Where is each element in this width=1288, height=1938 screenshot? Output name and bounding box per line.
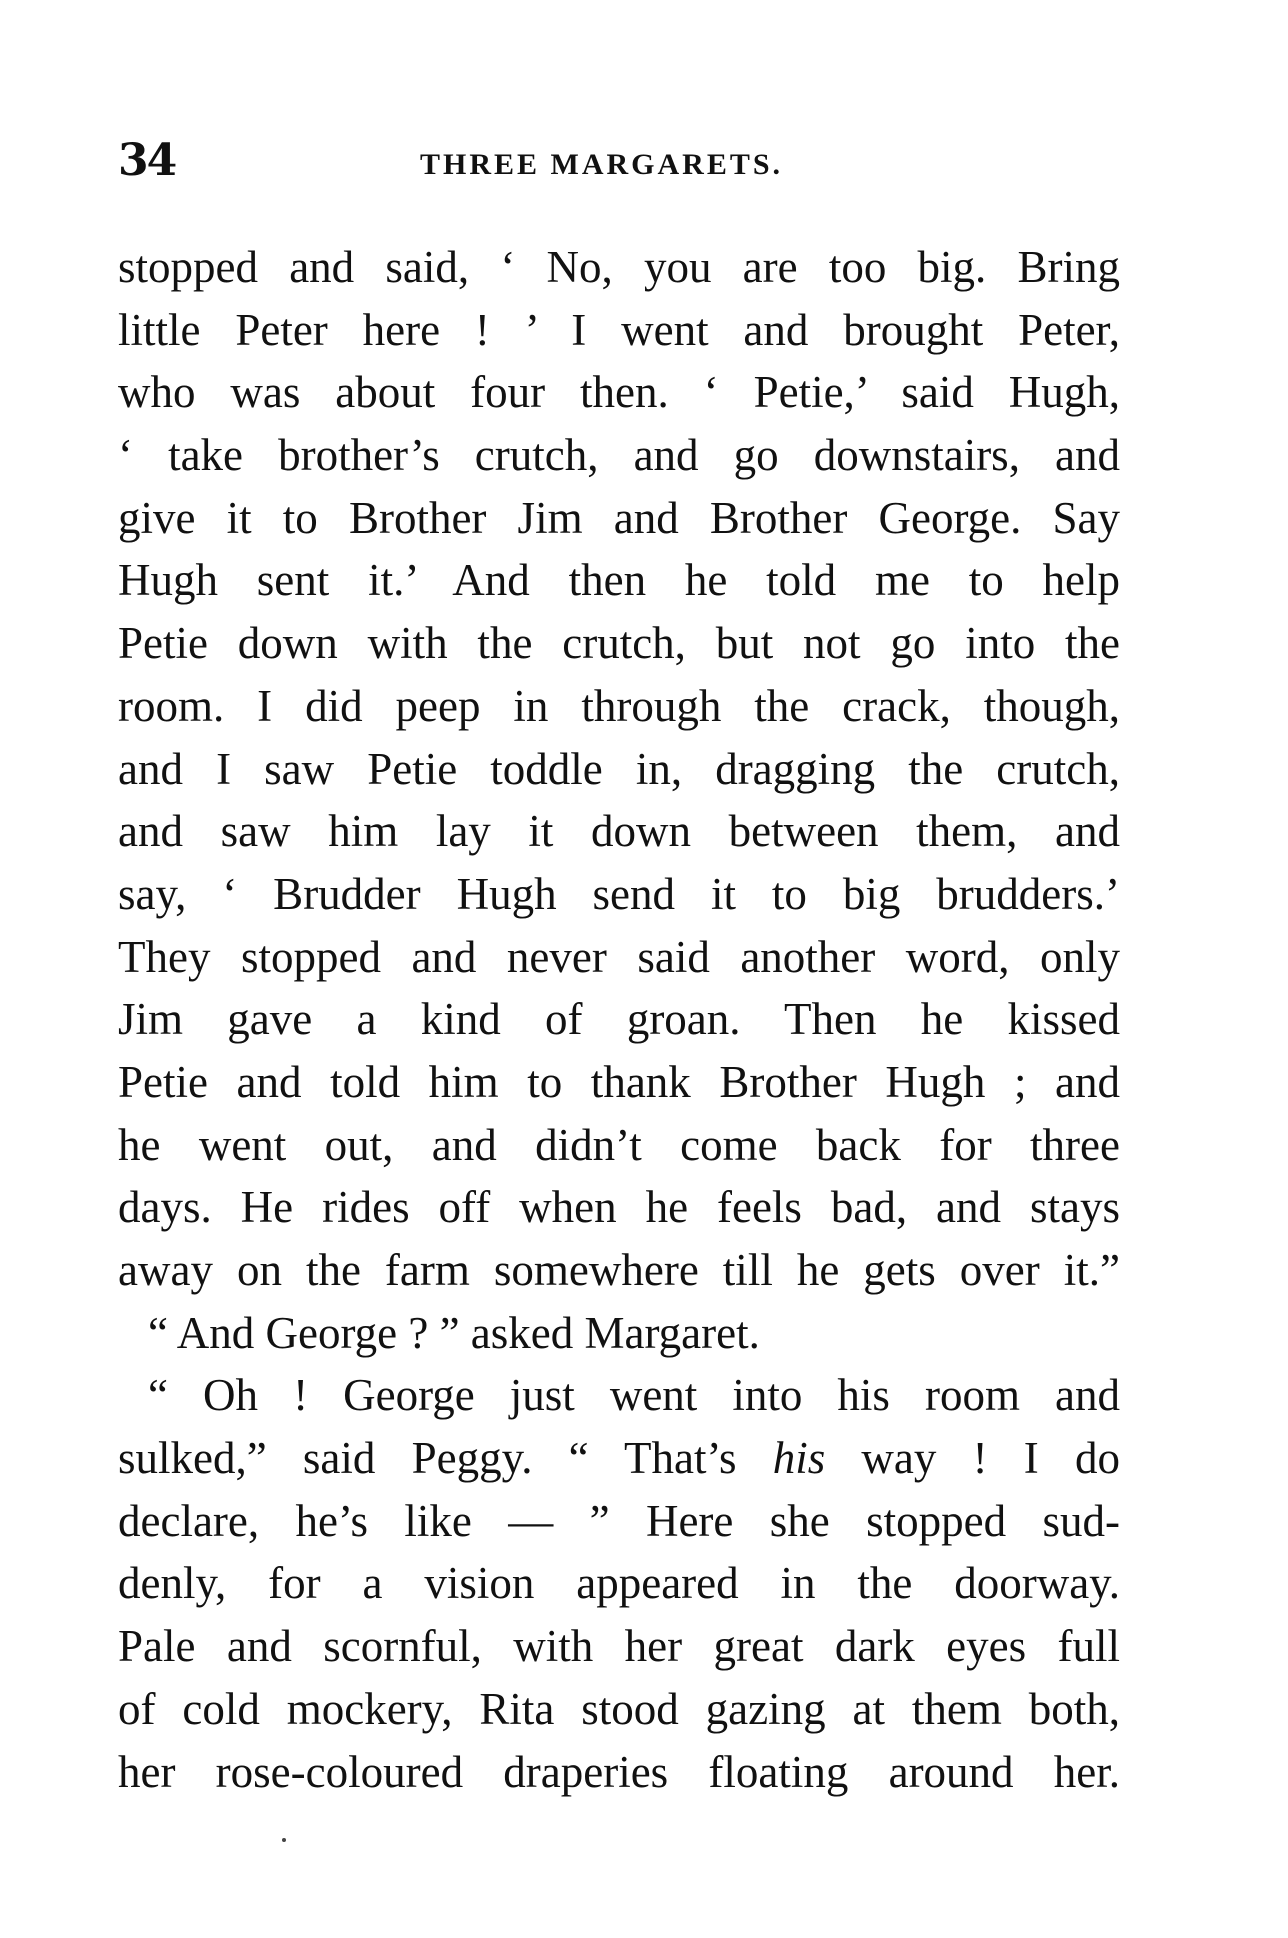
running-head: THREE MARGARETS. <box>420 148 784 181</box>
body-text <box>118 236 1120 1803</box>
text-line: stopped and said, ‘ No, you are too big. Bring <box>118 242 1120 292</box>
text-span: sulked,” said Peggy. “ That’s <box>118 1433 773 1484</box>
text-line: Jim gave a kind of groan. Then he kissed <box>118 994 1120 1045</box>
page-number: 34 <box>118 135 176 186</box>
text-span: way ! I do <box>825 1433 1120 1484</box>
text-line: and saw him lay it down between them, and <box>118 806 1120 857</box>
text-line: Pale and scornful, with her great dark eyes full <box>118 1621 1120 1672</box>
text-line: denly, for a vision appeared in the doorway. <box>118 1558 1120 1609</box>
text-line: Petie and told him to thank Brother Hugh ; and <box>118 1056 1120 1107</box>
text-line <box>118 1427 1120 1490</box>
text-line: Petie down with the crutch, but not go into the <box>118 618 1120 669</box>
text-line: who was about four then. ‘ Petie,’ said Hugh, <box>118 367 1120 418</box>
text-line: room. I did peep in through the crack, though, <box>118 680 1120 731</box>
text-line: declare, he’s like — ” Here she stopped sud- <box>118 1495 1120 1546</box>
text-line: Hugh sent it.’ And then he told me to help <box>118 555 1120 606</box>
ink-speck <box>282 1838 286 1842</box>
text-line: “ Oh ! George just went into his room and <box>148 1370 1120 1421</box>
text-line: “ And George ? ” asked Margaret. <box>148 1307 760 1358</box>
text-line: and I saw Petie toddle in, dragging the crutch, <box>118 743 1120 794</box>
text-line: he went out, and didn’t come back for three <box>118 1119 1120 1170</box>
text-line: days. He rides off when he feels bad, and stays <box>118 1182 1120 1233</box>
text-line: away on the farm somewhere till he gets over it.” <box>118 1245 1120 1295</box>
text-line: ‘ take brother’s crutch, and go downstairs, and <box>118 430 1120 481</box>
text-line: her rose-coloured draperies floating around her. <box>118 1746 1120 1797</box>
text-line: give it to Brother Jim and Brother George. Say <box>118 492 1120 543</box>
text-line: of cold mockery, Rita stood gazing at them both, <box>118 1683 1120 1734</box>
text-line: They stopped and never said another word, only <box>118 931 1120 982</box>
text-line: little Peter here ! ’ I went and brought Peter, <box>118 304 1120 355</box>
text-line: say, ‘ Brudder Hugh send it to big brudders.’ <box>118 868 1120 919</box>
italic-word: his <box>772 1433 826 1484</box>
